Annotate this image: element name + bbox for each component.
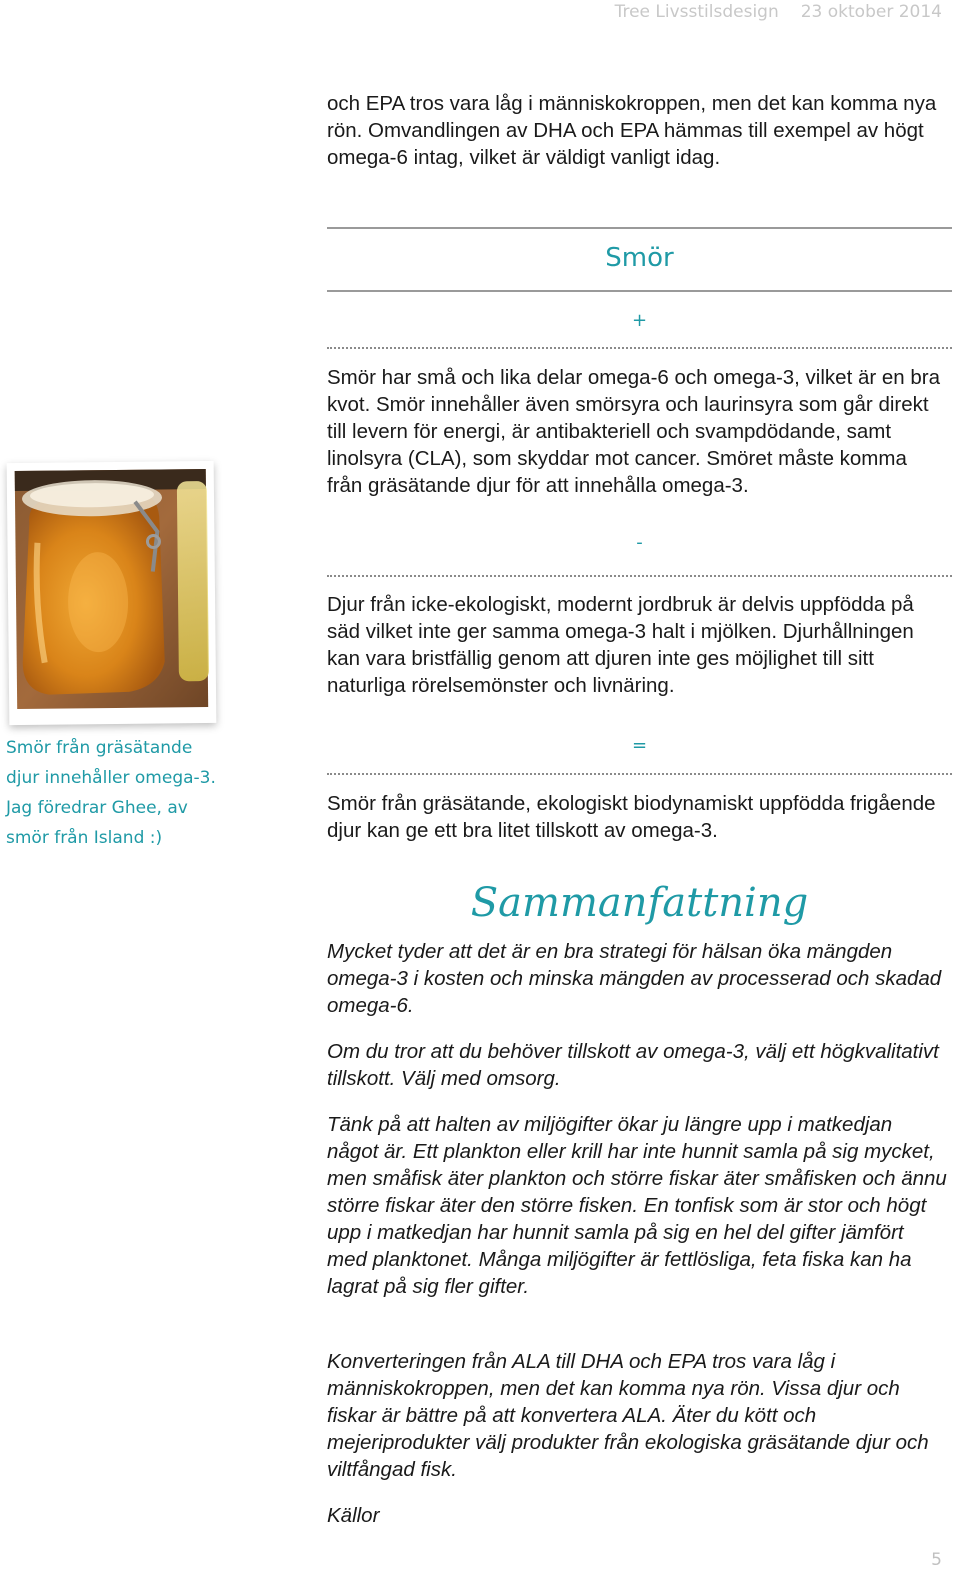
plus-sign: +	[631, 310, 648, 331]
section-divider-bottom	[327, 290, 952, 292]
summary-paragraph-2: Om du tror att du behöver tillskott av omega-3, välj ett högkvalitativt tillskott. Välj med omsorg.	[327, 1040, 939, 1090]
intro-paragraph: och EPA tros vara låg i människokroppen, men det kan komma nya rön. Omvandlingen av DHA och EPA hämmas till exempel av högt omega-6 intag, vilket är väldigt vanligt idag.	[327, 92, 937, 169]
page-number: 5	[931, 1550, 942, 1570]
section-divider-top	[327, 227, 952, 229]
header-author: Tree Livsstilsdesign	[614, 2, 779, 22]
summary-paragraph-3: Tänk på att halten av miljögifter ökar ju längre upp i matkedjan något är. Ett plankton eller krill har inte hunnit samla på sig mycket, men småfisk äter plankton och större fiskar äter småfisken och ännu större fiskar äter den större fisken. En tonfisk som är stor och högt upp i matkedjan har hunnit samla på sig en hel del gifter jämfört med planktonet. Många miljögifter är fettlösliga, feta fiska kan ha lagrat på sig fler gifter.	[327, 1113, 947, 1298]
photo-caption: Smör från gräsätande djur innehåller omega-3. Jag föredrar Ghee, av smör från Island :)	[6, 738, 216, 848]
plus-paragraph: Smör har små och lika delar omega-6 och omega-3, vilket är en bra kvot. Smör innehåller även smörsyra och laurinsyra som går direkt till levern för energi, är antibakteriell och svampdödande, samt linolsyra (CLA), som skyddar mot cancer. Smöret måste komma från gräsätande djur för att innehålla omega-3.	[327, 366, 941, 497]
minus-paragraph: Djur från icke-ekologiskt, modernt jordbruk är delvis uppfödda på säd vilket inte ger samma omega-3 halt i mjölken. Djurhållningen kan vara bristfällig genom att djuren inte ges möjlighet till sitt naturliga rörelsemönster och livnäring.	[327, 593, 914, 697]
section-title-smor: Smör	[605, 243, 674, 273]
minus-sign: -	[636, 532, 643, 553]
summary-paragraph-1: Mycket tyder att det är en bra strategi för hälsan öka mängden omega-3 i kosten och minska mängden av processerad och skadad omega-6.	[327, 940, 942, 1017]
dotted-divider-equals	[327, 773, 952, 775]
page-header	[615, 0, 942, 24]
dotted-divider-minus	[327, 575, 952, 577]
summary-paragraph-4: Konverteringen från ALA till DHA och EPA tros vara låg i människokroppen, men det kan komma nya rön. Vissa djur och fiskar är bättre på att konvertera ALA. Äter du kött och mejeriprodukter välj produkter från ekologiska gräsätande djur och viltfångad fisk.	[327, 1350, 929, 1481]
header-date: 23 oktober 2014	[800, 2, 942, 22]
sources-label: Källor	[327, 1504, 380, 1527]
summary-title: Sammanfattning	[470, 880, 809, 926]
ghee-jar-image	[7, 461, 217, 725]
equals-paragraph: Smör från gräsätande, ekologiskt biodynamiskt uppfödda frigående djur kan ge ett bra litet tillskott av omega-3.	[327, 792, 936, 842]
equals-sign: =	[631, 735, 648, 756]
ghee-jar-photo	[7, 461, 217, 725]
dotted-divider-plus	[327, 347, 952, 349]
